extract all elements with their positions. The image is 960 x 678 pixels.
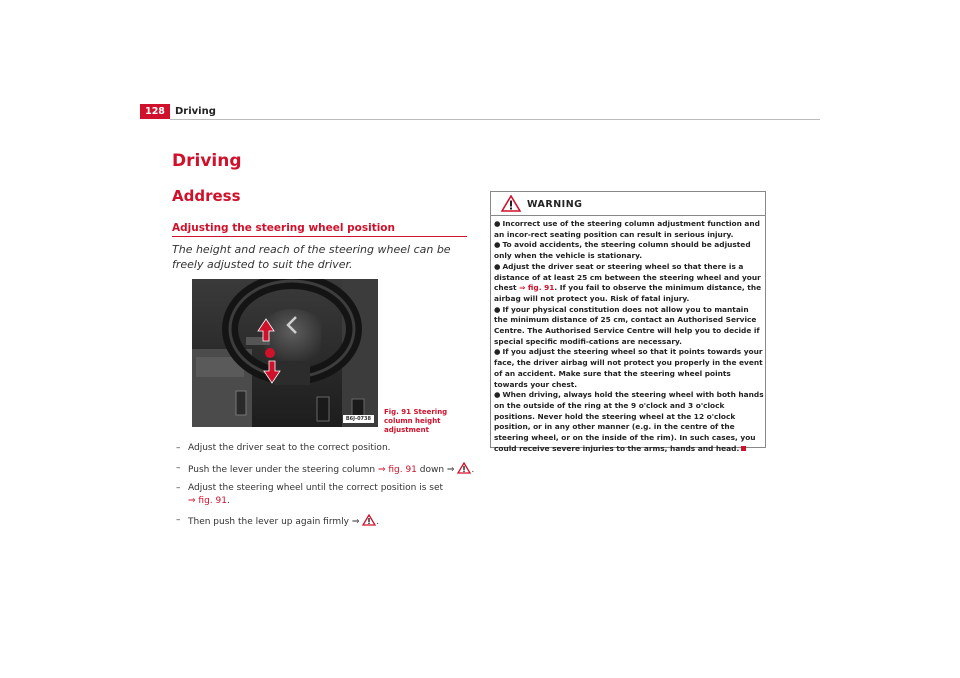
running-title: Driving [175,106,216,117]
warning-list [494,219,764,454]
figure-caption: Fig. 91 Steering column height adjustment [384,408,448,434]
figure-reference-link[interactable]: ⇒ fig. 91 [377,465,417,475]
step-3: – Adjust the steering wheel until the correct position is set ⇒ fig. 91. [176,483,444,506]
figure-reference-link[interactable]: ⇒ fig. 91 [519,283,555,293]
warning-triangle-icon [501,195,521,212]
step-2: – Push the lever under the steering column ⇒ fig. 91 down ⇒ . [176,463,475,475]
end-of-section-icon [741,446,746,451]
figure-code: B6J-0738 [343,415,374,423]
warning-header [491,192,765,214]
chapter-title: Driving [172,151,242,171]
warning-divider [491,215,765,216]
warning-icon[interactable] [362,514,376,526]
warning-item: ● When driving, always hold the steering wheel with both hands on the outside of the ring at the 9 o'clock and 3 o'clock positions. Never hold the steering wheel at the 12 o'clock position, or in any other manner (e.g. in the centre of the steering wheel, or on the inside of the rim). In such cases, you could receive severe injuries to the arms, hands and head. [494,390,764,453]
bullet-icon: ● [494,304,501,314]
steering-wheel-figure [192,279,378,427]
subsection-divider [172,236,467,237]
warning-item: ● To avoid accidents, the steering column should be adjusted only when the vehicle is stationary. [494,240,751,261]
warning-box [490,191,766,453]
bullet-icon: ● [494,347,501,357]
warning-item: ● If you adjust the steering wheel so that it points towards your face, the driver airbag will not protect you properly in the event of an accident. Make sure that the steering wheel points towards your chest. [494,347,763,389]
step-4: – Then push the lever up again firmly ⇒ . [176,515,380,527]
step-text: Adjust the driver seat to the correct position. [188,443,391,453]
step-1: – Adjust the driver seat to the correct position. [176,442,476,455]
warning-item: ● Adjust the driver seat or steering wheel so that there is a distance of at least 25 cm between the steering wheel and your chest ⇒ fig. 91. If you fail to observe the minimum distance, the airbag will not protect you. Risk of fatal injury. [494,261,762,303]
warning-item: ● Incorrect use of the steering column adjustment function and an incor-rect seating position can result in serious injury. [494,219,760,239]
bullet-icon: ● [494,219,501,228]
page-number: 128 [140,104,170,119]
intro-text: The height and reach of the steering wheel can be freely adjusted to suit the driver. [172,243,451,271]
figure-reference-link[interactable]: ⇒ fig. 91 [188,496,227,506]
warning-title: WARNING [527,199,583,210]
warning-item: ● If your physical constitution does not allow you to mantain the minimum distance of 25 cm, contact an Authorised Service Centre. The Authorised Service Centre will help you to decide if special specific modifi-cations are necessary. [494,304,760,346]
header-divider [170,119,820,120]
section-title: Address [172,187,241,205]
bullet-icon: ● [494,261,501,271]
bullet-icon: ● [494,240,501,250]
bullet-icon: ● [494,390,501,400]
warning-icon[interactable] [457,462,471,474]
subsection-title: Adjusting the steering wheel position [172,222,395,234]
page-header [140,104,820,120]
steering-wheel-illustration [192,279,378,427]
